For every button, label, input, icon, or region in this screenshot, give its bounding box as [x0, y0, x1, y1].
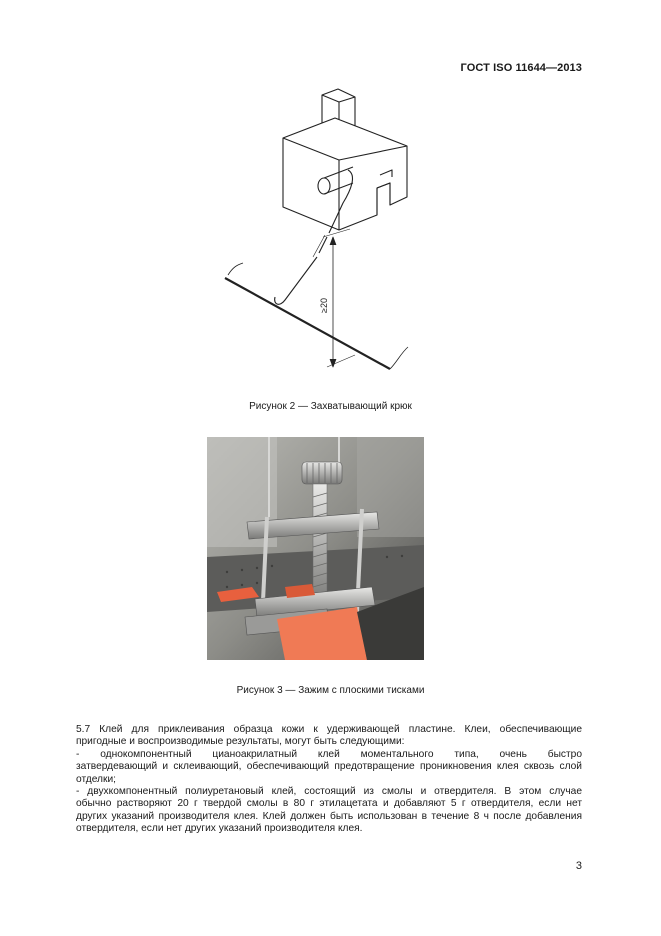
bullet-polyurethane: [76, 786, 582, 836]
text-line: - двухкомпонентный полиуретановый клей, состоящий из смолы и отвердителя. В этом случае: [76, 786, 582, 797]
vise-clamp-image: [207, 437, 424, 660]
page-number: 3: [575, 860, 582, 872]
text-line: отделки;: [76, 773, 116, 785]
standard-header: ГОСТ ISO 11644—2013: [460, 62, 582, 74]
text-line: пригодные и воспроизводимые результаты, могут быть следующими:: [76, 736, 405, 748]
figure-3-photo: [207, 437, 424, 660]
figure-2-caption: Рисунок 2 — Захватывающий крюк: [249, 401, 412, 412]
section-5-7-paragraph: [76, 724, 582, 749]
text-line: - однокомпонентный цианоакрилатный клей моментального типа, очень быстро: [76, 749, 582, 760]
dimension-label: ≥20: [319, 298, 329, 313]
text-line: отвердителя, если нет других указаний производителя клея.: [76, 823, 363, 835]
text-line: обычно растворяют 20 г твердой смолы в 80 г этилацетата и добавляют 5 г отвердителя, если нет: [76, 798, 582, 810]
bullet-cyanoacrylate: [76, 749, 582, 786]
figure-3-caption: Рисунок 3 — Зажим с плоскими тисками: [236, 685, 425, 696]
text-line: затвердевающий и склеивающий, обеспечивающий предотвращение проникновения клея сквозь слой: [76, 761, 582, 773]
text-line: 5.7 Клей для приклеивания образца кожи к удерживающей пластине. Клеи, обеспечивающие: [76, 724, 582, 735]
text-line: других указаний производителя клея. Клей должен быть использован в течение 8 ч после добавления: [76, 810, 582, 822]
figure-2-hook-drawing: [215, 85, 415, 385]
